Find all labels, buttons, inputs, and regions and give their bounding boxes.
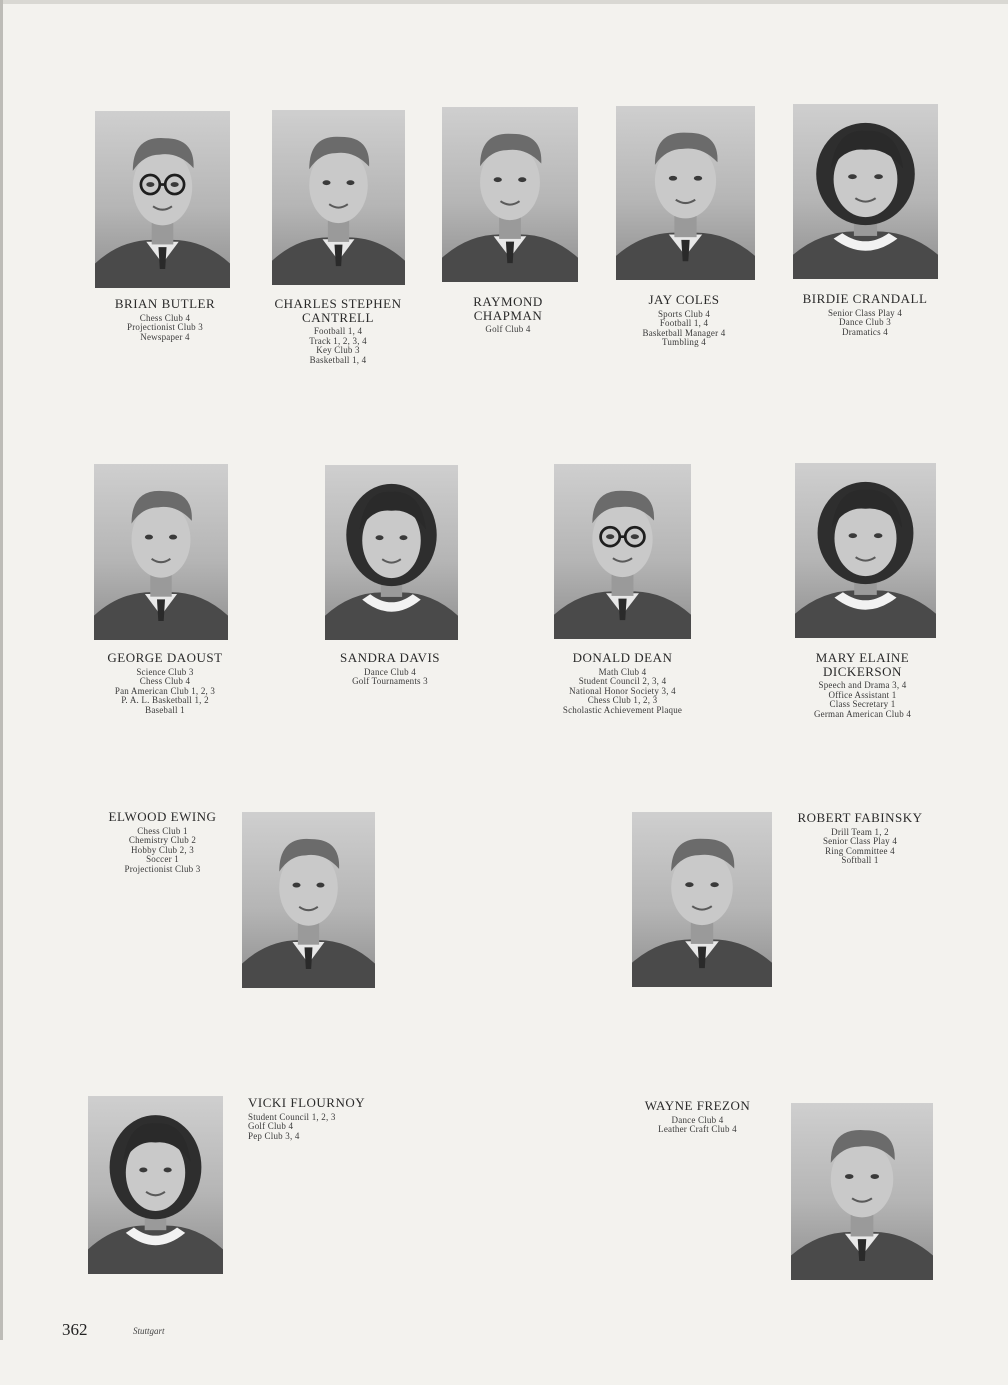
activity-item: Class Secretary 1: [829, 699, 896, 710]
student-caption: [448, 295, 568, 335]
student-name: VICKI FLOURNOY: [248, 1095, 366, 1110]
student-caption: [785, 651, 940, 719]
activity-item: Leather Craft Club 4: [658, 1124, 737, 1135]
portrait-graphic: [242, 812, 375, 988]
eye-shape: [874, 533, 882, 538]
activity-item: Chess Club 4: [139, 676, 191, 687]
student-name: DICKERSON: [823, 663, 902, 679]
tie-shape: [681, 240, 689, 261]
activity-list: [780, 828, 940, 866]
student-photo: [272, 110, 405, 285]
eye-shape: [874, 174, 883, 179]
activity-list: [95, 827, 230, 875]
student-name: RAYMOND: [473, 294, 543, 309]
activity-list: [258, 327, 418, 365]
activity-list: [248, 1113, 388, 1142]
student-name: CANTRELL: [302, 309, 374, 325]
eye-shape: [164, 1167, 172, 1172]
student-photo: [242, 812, 375, 988]
eye-shape: [146, 182, 154, 187]
tie-shape: [305, 947, 313, 969]
activity-item: Math Club 4: [598, 666, 647, 677]
student-caption: [95, 297, 235, 342]
eye-shape: [171, 182, 179, 187]
eye-shape: [399, 535, 407, 540]
activity-item: Dance Club 3: [839, 317, 891, 328]
portrait-graphic: [442, 107, 578, 282]
eye-shape: [631, 534, 639, 539]
eye-shape: [710, 882, 718, 887]
activity-item: Pan American Club 1, 2, 3: [114, 685, 216, 696]
student-name: MARY ELAINE: [815, 650, 910, 665]
activity-item: Dance Club 4: [671, 1114, 724, 1125]
tie-shape: [618, 599, 626, 621]
portrait-graphic: [272, 110, 405, 285]
activity-list: [448, 325, 568, 335]
eye-shape: [139, 1167, 147, 1172]
student-photo: [795, 463, 936, 638]
portrait-graphic: [88, 1096, 223, 1274]
eye-shape: [316, 883, 324, 888]
activity-item: Softball 1: [841, 855, 879, 866]
page-edge-left: [0, 0, 3, 1340]
activity-item: Newspaper 4: [140, 331, 190, 342]
eye-shape: [376, 535, 384, 540]
activity-item: Chemistry Club 2: [128, 835, 197, 846]
activity-item: Chess Club 4: [139, 312, 191, 323]
eye-shape: [293, 883, 301, 888]
activity-item: Ring Committee 4: [825, 845, 895, 856]
eye-shape: [849, 533, 857, 538]
eye-shape: [518, 177, 526, 182]
student-photo: [95, 111, 230, 288]
gown-shape: [795, 590, 936, 638]
student-caption: [540, 651, 705, 715]
student-caption: [625, 1099, 770, 1135]
student-caption: [785, 292, 945, 337]
activity-item: Student Council 2, 3, 4: [578, 676, 667, 687]
activity-item: Scholastic Achievement Plaque: [562, 704, 683, 715]
activity-item: Golf Club 4: [248, 1121, 294, 1132]
activity-item: Pep Club 3, 4: [248, 1130, 300, 1141]
eye-shape: [323, 180, 331, 185]
student-name: JAY COLES: [648, 292, 720, 307]
eye-shape: [848, 174, 857, 179]
eye-shape: [606, 534, 614, 539]
activity-item: Golf Club 4: [485, 324, 531, 335]
eye-shape: [685, 882, 693, 887]
activity-item: Dramatics 4: [842, 326, 888, 337]
activity-item: P. A. L. Basketball 1, 2: [121, 695, 209, 706]
eye-shape: [169, 535, 177, 540]
portrait-graphic: [95, 111, 230, 288]
student-photo: [94, 464, 228, 640]
eye-shape: [845, 1174, 854, 1179]
student-photo: [791, 1103, 933, 1280]
activity-item: Football 1, 4: [313, 326, 363, 337]
student-name: ROBERT FABINSKY: [797, 810, 923, 825]
activity-item: Projectionist Club 3: [127, 322, 203, 333]
eye-shape: [694, 176, 702, 181]
activity-list: [90, 668, 240, 716]
student-name: WAYNE FREZON: [644, 1098, 751, 1113]
student-caption: [95, 810, 230, 874]
activity-item: Chess Club 1: [137, 825, 188, 836]
student-photo: [325, 465, 458, 640]
activity-item: Tumbling 4: [662, 337, 706, 348]
student-photo: [88, 1096, 223, 1274]
portrait-graphic: [554, 464, 691, 639]
gown-shape: [793, 231, 938, 279]
student-caption: [780, 811, 940, 866]
student-name: GEORGE DAOUST: [107, 650, 223, 665]
tie-shape: [335, 245, 343, 267]
activity-item: Basketball Manager 4: [642, 327, 726, 338]
student-caption: [258, 297, 418, 365]
portrait-graphic: [793, 104, 938, 279]
activity-item: Golf Tournaments 3: [352, 676, 428, 687]
activity-item: Football 1, 4: [659, 318, 709, 329]
page-edge-top: [0, 0, 1008, 4]
eye-shape: [494, 177, 502, 182]
activity-item: Science Club 3: [136, 666, 194, 677]
activity-list: [785, 681, 940, 719]
portrait-graphic: [791, 1103, 933, 1280]
eye-shape: [346, 180, 354, 185]
activity-list: [540, 668, 705, 716]
portrait-graphic: [616, 106, 755, 280]
student-name: ELWOOD EWING: [108, 809, 217, 824]
activity-list: [320, 668, 460, 687]
student-name: DONALD DEAN: [572, 650, 673, 665]
activity-list: [614, 310, 754, 348]
student-caption: [614, 293, 754, 348]
activity-item: Track 1, 2, 3, 4: [309, 335, 367, 346]
activity-list: [785, 309, 945, 338]
student-caption: [90, 651, 240, 715]
student-name: CHAPMAN: [473, 307, 543, 323]
student-photo: [442, 107, 578, 282]
activity-item: Dance Club 4: [364, 666, 416, 677]
tie-shape: [157, 599, 165, 621]
tie-shape: [506, 242, 514, 264]
portrait-graphic: [795, 463, 936, 638]
activity-item: Chess Club 1, 2, 3: [587, 695, 658, 706]
activity-item: Senior Class Play 4: [827, 307, 903, 318]
portrait-graphic: [632, 812, 772, 987]
activity-item: Basketball 1, 4: [309, 354, 367, 365]
tie-shape: [158, 247, 166, 269]
portrait-graphic: [325, 465, 458, 640]
student-caption: [320, 651, 460, 687]
yearbook-title: Stuttgart: [133, 1326, 165, 1336]
activity-item: Hobby Club 2, 3: [130, 844, 194, 855]
gown-shape: [88, 1226, 223, 1274]
activity-item: Office Assistant 1: [828, 689, 897, 700]
activity-item: Sports Club 4: [657, 308, 711, 319]
activity-list: [95, 314, 235, 343]
gown-shape: [325, 592, 458, 640]
activity-item: Student Council 1, 2, 3: [248, 1111, 336, 1122]
tie-shape: [858, 1239, 867, 1261]
student-name: BIRDIE CRANDALL: [802, 291, 928, 306]
activity-item: Senior Class Play 4: [822, 836, 898, 847]
activity-item: Key Club 3: [316, 345, 360, 356]
student-photo: [793, 104, 938, 279]
student-caption: [248, 1096, 388, 1141]
activity-item: German American Club 4: [813, 708, 912, 719]
portrait-graphic: [94, 464, 228, 640]
activity-item: Speech and Drama 3, 4: [818, 680, 907, 691]
tie-shape: [698, 947, 706, 969]
student-photo: [616, 106, 755, 280]
eye-shape: [871, 1174, 880, 1179]
activity-item: Drill Team 1, 2: [831, 826, 889, 837]
student-name: BRIAN BUTLER: [114, 296, 216, 311]
activity-item: Projectionist Club 3: [124, 863, 201, 874]
student-photo: [554, 464, 691, 639]
activity-item: National Honor Society 3, 4: [569, 685, 676, 696]
student-name: SANDRA DAVIS: [339, 650, 441, 665]
student-photo: [632, 812, 772, 987]
activity-item: Soccer 1: [146, 854, 179, 865]
student-name: CHARLES STEPHEN: [274, 296, 402, 311]
eye-shape: [145, 535, 153, 540]
page-number: 362: [62, 1320, 88, 1339]
eye-shape: [669, 176, 677, 181]
activity-item: Baseball 1: [145, 704, 185, 715]
activity-list: [625, 1116, 770, 1135]
